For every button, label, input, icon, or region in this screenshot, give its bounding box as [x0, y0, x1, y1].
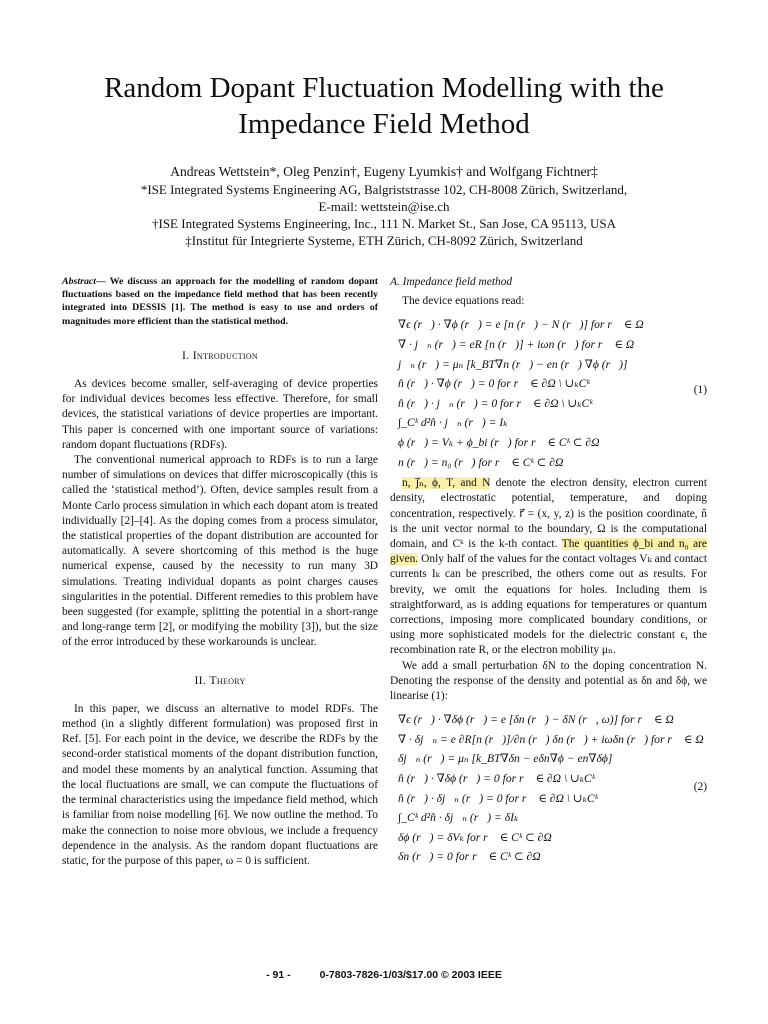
paragraph-text: Only half of the values for the contact voltages Vₖ and contact currents Iₖ can be prescribed, the others come out as results. For brevity, we omit the equations for holes. Including them is straightforward, as is adding equations for temperatures or quantum corrections, imposing more complicated boundary conditions, or using more sophisticated models for the dielectric constant ϵ, the recombination rate R, or the electron mobility μₙ.	[390, 553, 707, 657]
highlighted-text: n, j⃗ₙ, ϕ, T, and N	[402, 477, 491, 490]
section-title: Theory	[209, 672, 246, 687]
equation-line: ∇ϵ (r⃗) · ∇ϕ (r⃗) = e [n (r⃗) − N (r⃗)] for r⃗ ∈ Ω	[398, 318, 644, 332]
affiliation-1: *ISE Integrated Systems Engineering AG, Balgriststrasse 102, CH-8008 Zürich, Switzerland,	[140, 182, 628, 197]
copyright-code: 0-7803-7826-1/03/$17.00 © 2003 IEEE	[319, 969, 502, 981]
section-number: I.	[181, 347, 190, 362]
equation-block-2	[390, 710, 707, 867]
equation-line: δϕ (r⃗) = δVₖ for r⃗ ∈ Cᵏ ⊂ ∂Ω	[398, 830, 552, 844]
equation-line: δj⃗ₙ (r⃗) = μₙ [k_BT∇δn − eδn∇ϕ − en∇δϕ]	[398, 752, 613, 766]
highlighted-text: The quantities ϕ_bi and n₀ are given.	[390, 537, 707, 566]
equation-line: ∇ · δj⃗ₙ = e ∂R[n (r⃗)]/∂n (r⃗) δn (r⃗) + iωδn (r⃗) for r⃗ ∈ Ω	[398, 732, 704, 746]
equation-block-1	[390, 315, 707, 472]
section-number: II.	[194, 672, 207, 687]
equation-line: ϕ (r⃗) = Vₖ + ϕ_bi (r⃗) for r⃗ ∈ Cᵏ ⊂ ∂Ω	[398, 435, 600, 449]
equation-line: ∇ϵ (r⃗) · ∇δϕ (r⃗) = e [δn (r⃗) − δN (r⃗, ω)] for r⃗ ∈ Ω	[398, 713, 674, 727]
theory-paragraph-1: In this paper, we discuss an alternative to model RDFs. The method (in a slightly different formulation) was proposed first in Ref. [5]. For each point in the device, we describe the RDFs by the second-order statistical moments of the dopant distribution function, and model these moments by an analytical function. Assuming that the local fluctuations are small, we can compute the fluctuations of the terminal characteristics using the impedance field method, which is familiar from noise modelling [6]. We now outline the method. To make the connection to noise more obvious, we include a frequency dependence in the analysis. As the random dopant fluctuations are static, for the purpose of this paper, ω = 0 is sufficient.	[62, 702, 378, 867]
affiliation-3: ‡Institut für Integrierte Systeme, ETH Zürich, CH-8092 Zürich, Switzerland	[185, 233, 583, 248]
author-block	[0, 163, 768, 249]
author-names: Andreas Wettstein*, Oleg Penzin†, Eugeny Lyumkis† and Wolfgang Fichtner‡	[170, 164, 598, 179]
intro-paragraph-2: The conventional numerical approach to RDFs is to run a large number of simulations on devices that differ microscopically (this is called the ‘statistical method’). Often, device samples result from a Monte Carlo process simulation in which each dopant atom is treated individually [2]–[4]. As the doping comes from a process simulator, the statistical properties of the dopant distribution are accounted for automatically. A severe shortcoming of this method is the huge numerical expense, caused by the necessity to run many 3D simulations. Treating individual dopants as point charges causes singularities in the potential. Different remedies to this problem have been suggested (for example, splitting the potential in a short-range and long-range term [2], or modifying the mobility [3]), but the size of the error introduced by these workarounds is unclear.	[62, 454, 378, 649]
equation-line: n̂ (r⃗) · ∇δϕ (r⃗) = 0 for r⃗ ∈ ∂Ω \ ∪ₖCᵏ	[398, 771, 595, 785]
equation-line: j⃗ₙ (r⃗) = μₙ [k_BT∇n (r⃗) − en (r⃗) ∇ϕ (r⃗)]	[398, 357, 628, 371]
abstract-text: — We discuss an approach for the modelling of random dopant fluctuations based on the impedance field method that has been recently integrated into DESSIS [1]. The method is easy to use and orders of magnitudes more efficient than the statistical method.	[62, 276, 378, 327]
abstract-lead: Abstract	[62, 276, 97, 287]
equation-line: n̂ (r⃗) · j⃗ₙ (r⃗) = 0 for r⃗ ∈ ∂Ω \ ∪ₖCᵏ	[398, 396, 593, 410]
equation-line: n (r⃗) = n₀ (r⃗) for r⃗ ∈ Cᵏ ⊂ ∂Ω	[398, 455, 564, 469]
left-column	[62, 275, 378, 869]
perturbation-paragraph: We add a small perturbation δN to the doping concentration N. Denoting the response of the density and potential as δn and δϕ, we linearise (1):	[390, 659, 707, 702]
equation-line: n̂ (r⃗) · δj⃗ₙ (r⃗) = 0 for r⃗ ∈ ∂Ω \ ∪ₖCᵏ	[398, 791, 598, 805]
page-number: - 91 -	[266, 969, 291, 981]
equation-line: δn (r⃗) = 0 for r⃗ ∈ Cᵏ ⊂ ∂Ω	[398, 850, 541, 864]
equation-number: (2)	[693, 781, 707, 794]
subsection-heading: A. Impedance field method	[390, 276, 513, 288]
symbols-paragraph	[390, 476, 707, 658]
equation-line: n̂ (r⃗) · ∇ϕ (r⃗) = 0 for r⃗ ∈ ∂Ω \ ∪ₖCᵏ	[398, 377, 590, 391]
equation-line: ∫_Cᵏ d²n̂ · j⃗ₙ (r⃗) = Iₖ	[398, 416, 508, 430]
section-title: Introduction	[192, 347, 259, 362]
section-heading-theory	[62, 673, 378, 688]
equation-line: ∇ · j⃗ₙ (r⃗) = eR [n (r⃗)] + iωn (r⃗) for r⃗ ∈ Ω	[398, 338, 635, 351]
section-heading-introduction	[62, 348, 378, 363]
equation-line: ∫_Cᵏ d²n̂ · δj⃗ₙ (r⃗) = δIₖ	[398, 811, 519, 825]
paragraph-text: denote the electron density, electron current density, electrostatic potential, temperature, and doping concentration, respectively. r⃗ = (x, y, z) is the position coordinate, n̂ is the unit vector normal to the boundary, Ω is the computational domain, and Cᵏ is the k-th contact.	[390, 477, 707, 550]
abstract	[62, 275, 378, 328]
page-footer	[0, 969, 768, 981]
device-equations-intro: The device equations read:	[402, 295, 525, 308]
affiliation-2: †ISE Integrated Systems Engineering, Inc., 111 N. Market St., San Jose, CA 95113, USA	[152, 216, 616, 231]
right-column	[390, 275, 707, 871]
title-line-1: Random Dopant Fluctuation Modelling with the	[104, 72, 664, 104]
intro-paragraph-1: As devices become smaller, self-averaging of device properties for individual devices becomes less effective. Therefore, for small devices, the statistical variations of device properties are important. This paper is concerned with one important source of variations: random dopant fluctuations (RDFs).	[62, 378, 378, 451]
author-email: E-mail: wettstein@ise.ch	[318, 199, 450, 214]
paper-title	[0, 70, 768, 142]
equation-number: (1)	[693, 384, 707, 397]
title-line-2: Impedance Field Method	[238, 108, 530, 140]
